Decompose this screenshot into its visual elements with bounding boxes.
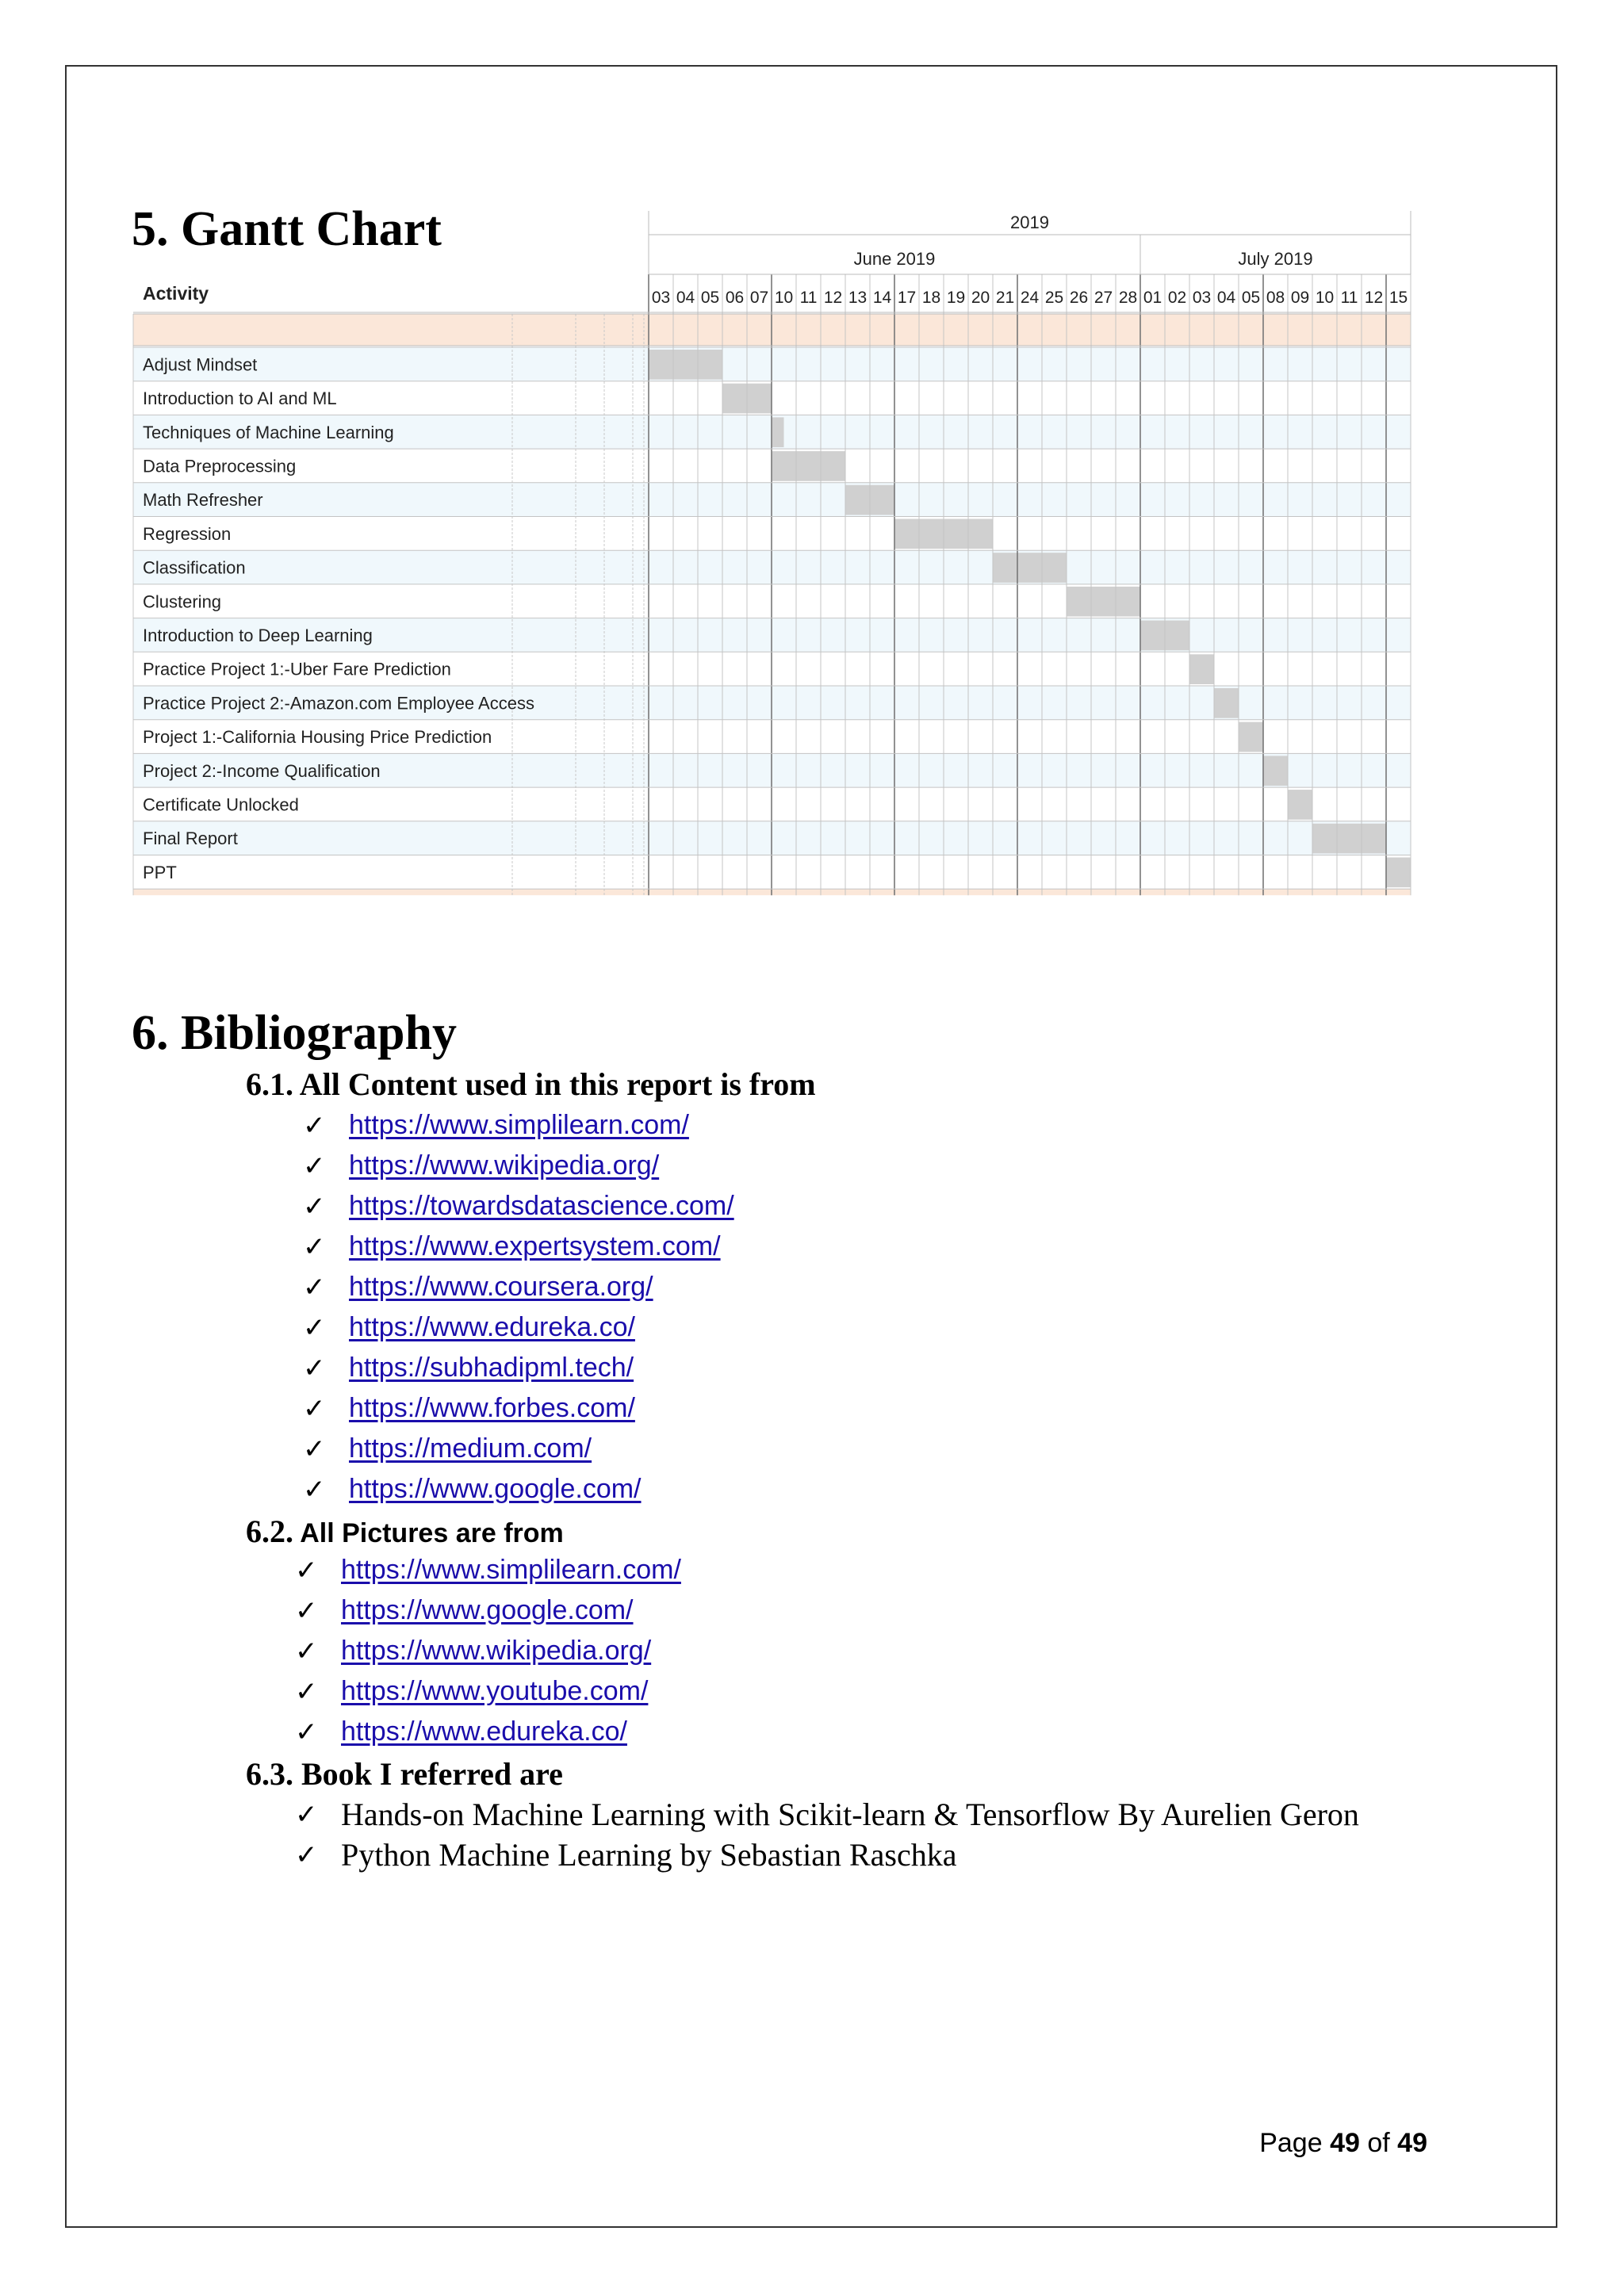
checkmark-icon: ✓	[295, 1635, 318, 1667]
checkmark-icon: ✓	[303, 1230, 326, 1263]
books-number: 6.3.	[246, 1756, 293, 1792]
gantt-task-label: Practice Project 2:-Amazon.com Employee Access	[143, 693, 534, 714]
gantt-day-label: 04	[1216, 289, 1236, 307]
gantt-day-label: 24	[1020, 289, 1040, 307]
gantt-task-label: Data Preprocessing	[143, 456, 297, 476]
gantt-month-label: July 2019	[1238, 249, 1313, 269]
content-source-link[interactable]: https://www.simplilearn.com/	[349, 1110, 689, 1140]
books-title: Book I referred are	[301, 1756, 563, 1792]
gantt-task-label: Project 1:-California Housing Price Prediction	[143, 727, 492, 748]
picture-source-link[interactable]: https://www.edureka.co/	[341, 1716, 627, 1747]
gantt-task-label: Classification	[143, 557, 246, 578]
gantt-bar	[1288, 790, 1312, 820]
gantt-bar	[1312, 824, 1386, 854]
gantt-day-label: 25	[1044, 289, 1064, 307]
content-source-link[interactable]: https://www.expertsystem.com/	[349, 1231, 721, 1261]
content-source-link[interactable]: https://www.google.com/	[349, 1474, 642, 1504]
gantt-task-label: Final Report	[143, 828, 238, 849]
page-footer	[1259, 2128, 1427, 2159]
content-source-link[interactable]: https://towardsdatascience.com/	[349, 1191, 734, 1221]
gantt-year-label: 2019	[1010, 212, 1049, 232]
picture-source-link[interactable]: https://www.simplilearn.com/	[341, 1555, 681, 1585]
gantt-day-label: 10	[1315, 289, 1335, 307]
content-source-item	[303, 1429, 734, 1469]
gantt-heading: 5. Gantt Chart	[132, 202, 442, 256]
checkmark-icon: ✓	[295, 1839, 318, 1871]
gantt-day-label: 12	[1364, 289, 1384, 307]
checkmark-icon: ✓	[295, 1675, 318, 1708]
book-item	[295, 1794, 1359, 1835]
gantt-day-label: 17	[897, 289, 917, 307]
gantt-day-label: 28	[1118, 289, 1138, 307]
content-source-item	[303, 1348, 734, 1388]
content-source-item	[303, 1186, 734, 1226]
gantt-bar	[1214, 688, 1239, 718]
gantt-day-label: 14	[872, 289, 892, 307]
gantt-bar	[1239, 722, 1263, 752]
checkmark-icon: ✓	[303, 1271, 326, 1303]
checkmark-icon: ✓	[303, 1190, 326, 1223]
gantt-task-label: Techniques of Machine Learning	[143, 422, 394, 442]
picture-sources-list	[295, 1550, 681, 1752]
gantt-task-label: Math Refresher	[143, 490, 263, 511]
gantt-day-label: 02	[1167, 289, 1187, 307]
gantt-task-label: PPT	[143, 862, 177, 882]
gantt-day-label: 26	[1069, 289, 1089, 307]
content-source-link[interactable]: https://www.wikipedia.org/	[349, 1150, 660, 1181]
gantt-bar	[772, 451, 845, 481]
gantt-day-label: 03	[1192, 289, 1212, 307]
gantt-day-label: 11	[799, 289, 818, 307]
gantt-bar	[993, 553, 1067, 583]
books-heading	[246, 1758, 563, 1790]
gantt-task-label: Regression	[143, 523, 232, 544]
gantt-bar	[1189, 654, 1214, 684]
gantt-day-label: 08	[1266, 289, 1285, 307]
content-source-link[interactable]: https://medium.com/	[349, 1433, 592, 1464]
gantt-svg	[132, 211, 1408, 913]
picture-sources-heading	[246, 1513, 564, 1549]
book-item	[295, 1835, 1359, 1875]
content-source-item	[303, 1146, 734, 1186]
picture-sources-title: All Pictures are from	[300, 1518, 564, 1548]
gantt-day-label: 03	[651, 289, 671, 307]
gantt-day-label: 09	[1290, 289, 1310, 307]
checkmark-icon: ✓	[303, 1352, 326, 1384]
gantt-task-label: Certificate Unlocked	[143, 794, 299, 815]
book-title: Hands-on Machine Learning with Scikit-learn & Tensorflow By Aurelien Geron	[341, 1797, 1359, 1832]
picture-source-item	[295, 1671, 681, 1712]
content-sources-list	[303, 1105, 734, 1510]
gantt-day-label: 07	[749, 289, 769, 307]
content-sources-heading	[246, 1066, 816, 1102]
checkmark-icon: ✓	[303, 1109, 326, 1142]
gantt-task-label: Adjust Mindset	[143, 354, 258, 375]
content-source-link[interactable]: https://www.forbes.com/	[349, 1393, 635, 1423]
checkmark-icon: ✓	[303, 1473, 326, 1506]
picture-source-item	[295, 1712, 681, 1752]
content-source-item	[303, 1388, 734, 1429]
content-source-link[interactable]: https://subhadipml.tech/	[349, 1353, 634, 1383]
gantt-day-label: 12	[823, 289, 843, 307]
content-source-item	[303, 1105, 734, 1146]
gantt-day-label: 10	[774, 289, 794, 307]
footer-total-pages: 49	[1397, 2128, 1427, 2158]
footer-page-word: Page	[1259, 2128, 1323, 2158]
gantt-bar	[1067, 587, 1140, 617]
gantt-day-label: 11	[1340, 289, 1358, 307]
picture-source-link[interactable]: https://www.youtube.com/	[341, 1676, 649, 1706]
gantt-day-label: 01	[1143, 289, 1162, 307]
content-source-item	[303, 1267, 734, 1307]
gantt-day-label: 27	[1094, 289, 1113, 307]
gantt-day-label: 18	[921, 289, 941, 307]
gantt-day-label: 21	[995, 289, 1015, 307]
gantt-day-label: 20	[971, 289, 990, 307]
checkmark-icon: ✓	[295, 1716, 318, 1748]
picture-source-link[interactable]: https://www.wikipedia.org/	[341, 1636, 652, 1666]
footer-page-number: 49	[1330, 2128, 1360, 2158]
content-source-item	[303, 1226, 734, 1267]
checkmark-icon: ✓	[295, 1798, 318, 1831]
gantt-svg-container	[132, 211, 1408, 913]
gantt-task-label: Clustering	[143, 591, 222, 612]
checkmark-icon: ✓	[303, 1311, 326, 1344]
book-title: Python Machine Learning by Sebastian Raschka	[341, 1837, 957, 1873]
gantt-task-label: Introduction to Deep Learning	[143, 625, 373, 645]
footer-of-word: of	[1367, 2128, 1390, 2158]
gantt-activity-header: Activity	[143, 283, 209, 304]
gantt-task-label: Practice Project 1:-Uber Fare Prediction	[143, 659, 451, 679]
gantt-bar	[1263, 756, 1288, 786]
content-source-item	[303, 1469, 734, 1510]
gantt-day-label: 04	[676, 289, 695, 307]
content-source-link[interactable]: https://www.edureka.co/	[349, 1312, 635, 1342]
gantt-day-label: 15	[1388, 289, 1408, 307]
checkmark-icon: ✓	[303, 1433, 326, 1465]
picture-source-item	[295, 1631, 681, 1671]
gantt-day-label: 19	[946, 289, 966, 307]
gantt-bar	[772, 417, 784, 447]
gantt-month-label: June 2019	[853, 249, 936, 269]
picture-source-link[interactable]: https://www.google.com/	[341, 1595, 634, 1625]
gantt-day-label: 05	[1241, 289, 1261, 307]
gantt-day-label: 05	[700, 289, 720, 307]
checkmark-icon: ✓	[303, 1150, 326, 1182]
gantt-day-label: 06	[725, 289, 745, 307]
picture-source-item	[295, 1590, 681, 1631]
gantt-bar	[649, 350, 722, 380]
checkmark-icon: ✓	[295, 1554, 318, 1586]
content-source-item	[303, 1307, 734, 1348]
picture-sources-number: 6.2.	[246, 1513, 293, 1549]
content-sources-title: All Content used in this report is from	[299, 1066, 816, 1102]
gantt-chart	[132, 211, 1408, 913]
picture-source-item	[295, 1550, 681, 1590]
checkmark-icon: ✓	[295, 1594, 318, 1627]
content-source-link[interactable]: https://www.coursera.org/	[349, 1272, 653, 1302]
content-sources-number: 6.1.	[246, 1066, 293, 1102]
gantt-task-label: Introduction to AI and ML	[143, 388, 337, 409]
gantt-task-label: Project 2:-Income Qualification	[143, 760, 381, 781]
gantt-bar	[1386, 858, 1411, 888]
gantt-day-label: 13	[848, 289, 868, 307]
books-list	[295, 1794, 1359, 1875]
checkmark-icon: ✓	[303, 1392, 326, 1425]
bibliography-heading: 6. Bibliography	[132, 1006, 457, 1060]
